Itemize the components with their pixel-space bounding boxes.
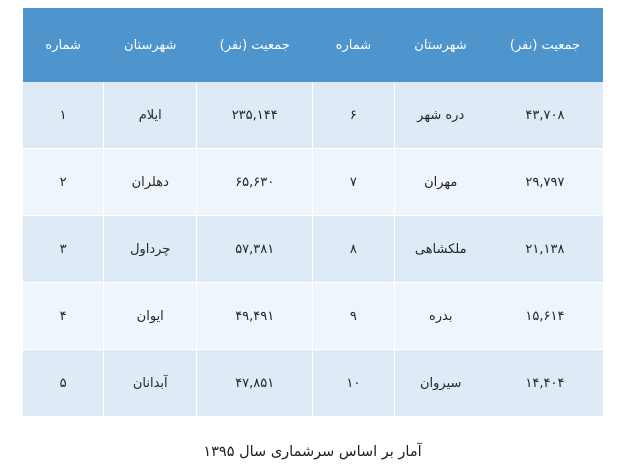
column-header-county-1: شهرستان [104, 8, 197, 82]
cell-county-2: ملکشاهی [394, 216, 487, 283]
table-header-row [23, 8, 604, 82]
column-header-county-2: شهرستان [394, 8, 487, 82]
cell-county-1: ایوان [104, 283, 197, 350]
cell-county-1: آبدانان [104, 350, 197, 417]
cell-county-1: چرداول [104, 216, 197, 283]
column-header-population-1: جمعیت (نفر) [197, 8, 313, 82]
cell-number-2: ۶ [313, 82, 394, 149]
table-header [23, 8, 604, 82]
cell-number-2: ۸ [313, 216, 394, 283]
column-header-number-2: شماره [313, 8, 394, 82]
column-header-number-1: شماره [23, 8, 104, 82]
cell-county-2: دره شهر [394, 82, 487, 149]
cell-county-2: بدره [394, 283, 487, 350]
cell-population-2: ۱۵,۶۱۴ [487, 283, 603, 350]
table-row [23, 82, 604, 149]
cell-number-1: ۴ [23, 283, 104, 350]
census-table [22, 8, 603, 416]
cell-population-2: ۴۳,۷۰۸ [487, 82, 603, 149]
cell-number-2: ۹ [313, 283, 394, 350]
cell-number-1: ۱ [23, 82, 104, 149]
table-row [23, 216, 604, 283]
cell-number-2: ۷ [313, 149, 394, 216]
cell-number-1: ۲ [23, 149, 104, 216]
table-row [23, 149, 604, 216]
cell-population-1: ۵۷,۳۸۱ [197, 216, 313, 283]
cell-population-2: ۲۹,۷۹۷ [487, 149, 603, 216]
cell-county-1: دهلران [104, 149, 197, 216]
table-row [23, 350, 604, 417]
cell-population-1: ۴۹,۴۹۱ [197, 283, 313, 350]
table-body [23, 82, 604, 416]
census-table-container [22, 8, 603, 416]
cell-population-1: ۲۳۵,۱۴۴ [197, 82, 313, 149]
column-header-population-2: جمعیت (نفر) [487, 8, 603, 82]
cell-county-2: سیروان [394, 350, 487, 417]
cell-county-2: مهران [394, 149, 487, 216]
table-row [23, 283, 604, 350]
table-caption: آمار بر اساس سرشماری سال ۱۳۹۵ [203, 444, 422, 460]
cell-number-1: ۵ [23, 350, 104, 417]
cell-county-1: ایلام [104, 82, 197, 149]
cell-population-1: ۶۵,۶۳۰ [197, 149, 313, 216]
cell-population-2: ۱۴,۴۰۴ [487, 350, 603, 417]
cell-number-2: ۱۰ [313, 350, 394, 417]
cell-number-1: ۳ [23, 216, 104, 283]
cell-population-2: ۲۱,۱۳۸ [487, 216, 603, 283]
cell-population-1: ۴۷,۸۵۱ [197, 350, 313, 417]
